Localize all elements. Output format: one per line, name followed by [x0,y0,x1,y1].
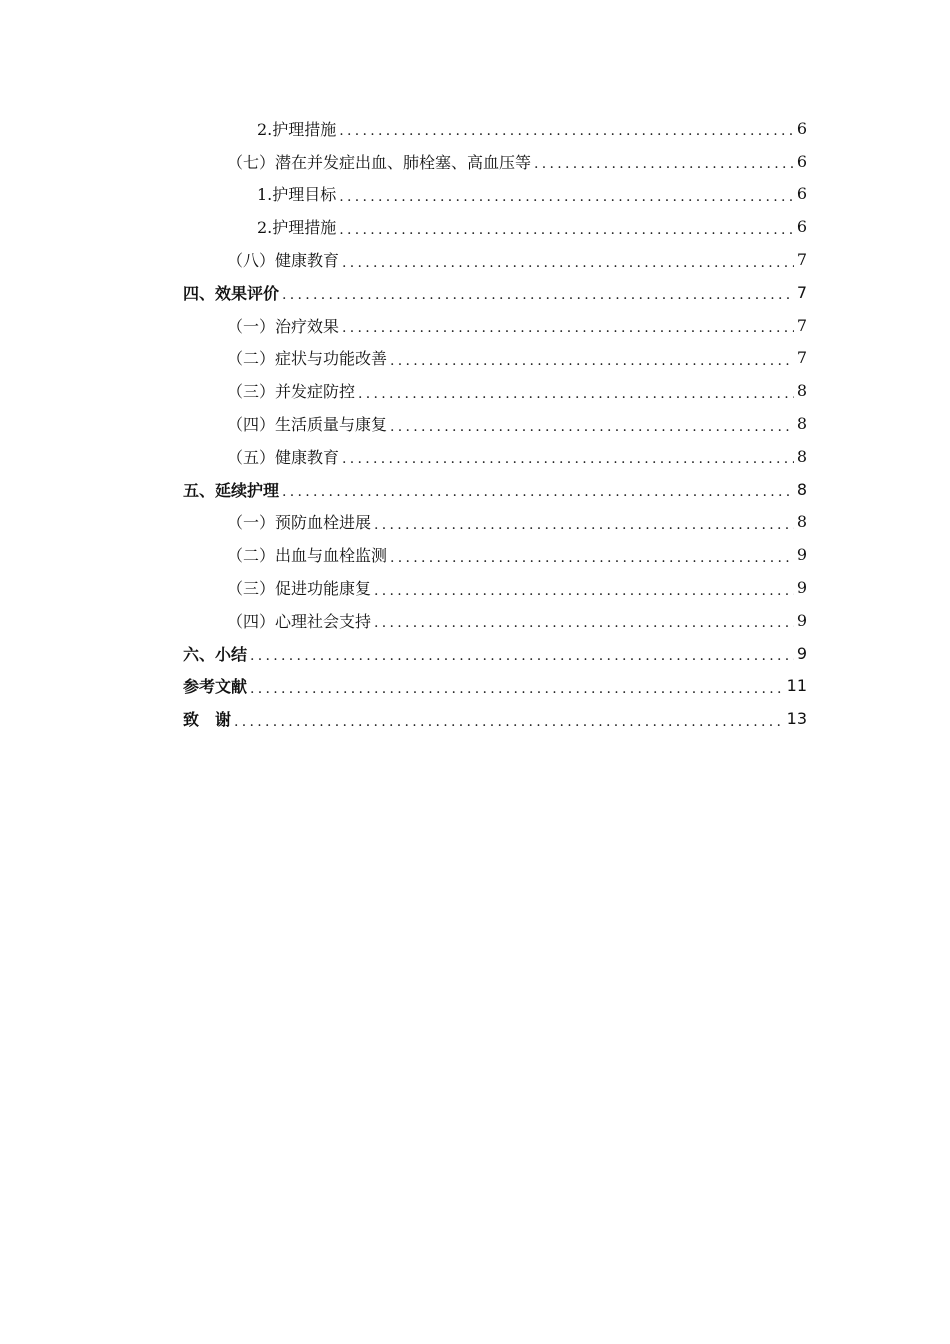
toc-entry[interactable] [183,670,807,703]
toc-dot-leader [282,485,794,499]
toc-dot-leader [390,354,794,368]
toc-dot-leader [342,321,794,335]
toc-dot-leader [534,157,794,171]
toc-entry-page-number: 7 [796,282,807,302]
toc-entry-title: （二）症状与功能改善 [227,349,388,369]
toc-entry-page-number: 6 [796,151,807,171]
toc-entry-title: （七）潜在并发症出血、肺栓塞、高血压等 [227,152,532,172]
toc-dot-leader [374,518,794,532]
toc-dot-leader [390,420,794,434]
toc-entry-page-number: 7 [796,250,807,270]
toc-entry-title: （三）促进功能康复 [227,579,372,599]
toc-entry-page-number: 8 [796,381,807,401]
toc-entry[interactable] [183,145,807,178]
toc-entry-title: （八）健康教育 [227,251,340,271]
toc-entry-title: 2.护理措施 [257,218,337,238]
toc-entry[interactable] [183,702,807,735]
toc-dot-leader [250,682,784,696]
toc-entry-page-number: 11 [786,676,807,696]
toc-entry[interactable] [183,440,807,473]
toc-dot-leader [339,124,794,138]
toc-entry[interactable] [183,243,807,276]
toc-dot-leader [374,616,794,630]
toc-dot-leader [390,551,794,565]
toc-entry-title: 致 谢 [183,710,232,730]
toc-entry[interactable] [183,178,807,211]
toc-entry[interactable] [183,210,807,243]
toc-entry[interactable] [183,538,807,571]
toc-entry[interactable] [183,342,807,375]
toc-entry-title: （五）健康教育 [227,447,340,467]
toc-entry-page-number: 6 [796,184,807,204]
toc-dot-leader [339,190,794,204]
toc-dot-leader [250,649,794,663]
toc-dot-leader [282,288,794,302]
toc-dot-leader [342,256,794,270]
toc-entry-title: 五、延续护理 [183,480,280,500]
toc-entry-page-number: 8 [796,512,807,532]
toc-entry-title: （一）治疗效果 [227,316,340,336]
toc-entry-title: 参考文献 [183,677,248,697]
toc-entry-page-number: 6 [796,118,807,138]
toc-entry[interactable] [183,112,807,145]
table-of-contents [183,112,807,735]
toc-entry-title: 六、小结 [183,644,248,664]
toc-entry[interactable] [183,506,807,539]
toc-entry-page-number: 6 [796,217,807,237]
toc-entry-title: （二）出血与血栓监测 [227,546,388,566]
toc-dot-leader [342,452,794,466]
toc-entry[interactable] [183,604,807,637]
toc-dot-leader [234,715,784,729]
toc-dot-leader [374,584,794,598]
toc-dot-leader [339,223,794,237]
toc-entry-page-number: 7 [796,315,807,335]
toc-dot-leader [358,387,794,401]
toc-entry-title: 2.护理措施 [257,119,337,139]
toc-entry-title: 四、效果评价 [183,283,280,303]
toc-entry-page-number: 9 [796,578,807,598]
toc-entry-page-number: 9 [796,643,807,663]
toc-entry-page-number: 13 [786,709,807,729]
toc-entry[interactable] [183,309,807,342]
toc-entry[interactable] [183,276,807,309]
toc-entry[interactable] [183,637,807,670]
toc-entry-page-number: 8 [796,414,807,434]
toc-entry[interactable] [183,571,807,604]
toc-entry-title: （四）心理社会支持 [227,611,372,631]
toc-entry[interactable] [183,473,807,506]
toc-entry[interactable] [183,407,807,440]
toc-entry-page-number: 9 [796,610,807,630]
toc-entry-title: （四）生活质量与康复 [227,415,388,435]
toc-entry-title: 1.护理目标 [257,185,337,205]
toc-entry[interactable] [183,374,807,407]
toc-entry-page-number: 8 [796,479,807,499]
toc-entry-page-number: 9 [796,545,807,565]
toc-entry-title: （三）并发症防控 [227,382,356,402]
toc-entry-page-number: 7 [796,348,807,368]
toc-entry-title: （一）预防血栓进展 [227,513,372,533]
toc-entry-page-number: 8 [796,446,807,466]
